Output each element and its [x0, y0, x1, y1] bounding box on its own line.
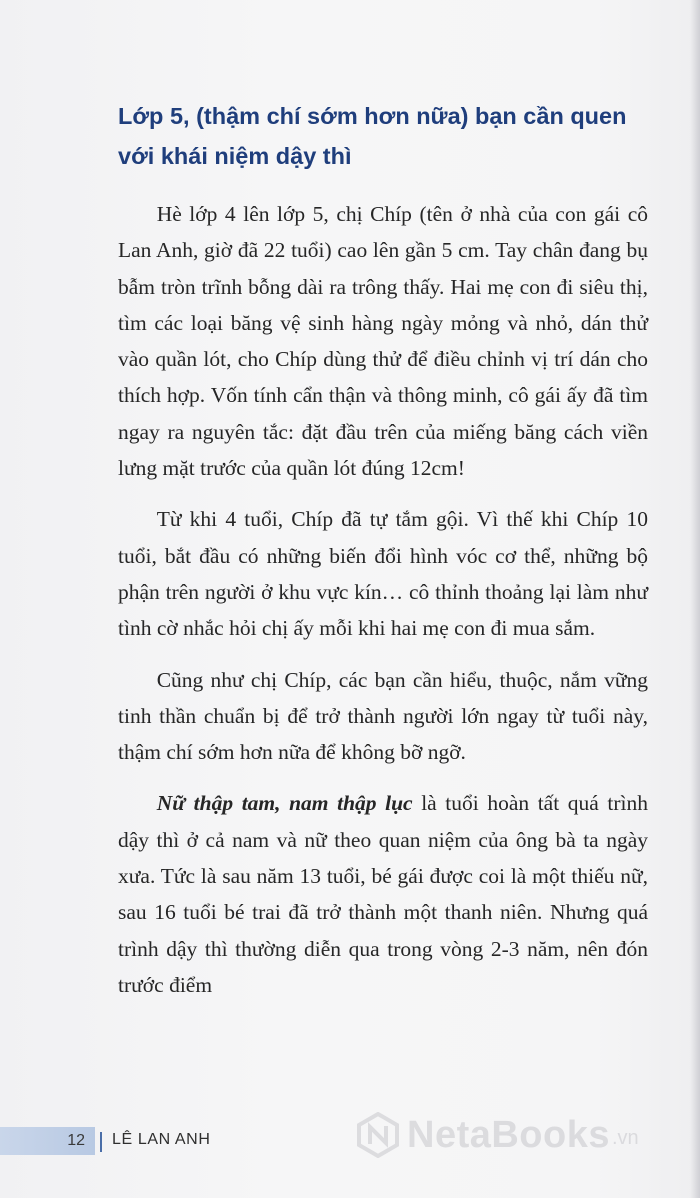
paragraph-4-emphasis: Nữ thập tam, nam thập lục	[156, 791, 413, 816]
footer-divider	[100, 1132, 102, 1152]
netabooks-logo-icon	[355, 1112, 401, 1158]
watermark-tld: .vn	[612, 1127, 639, 1149]
section-heading-line-1: Lớp 5, (thậm chí sớm hơn nữa) bạn cần quen	[118, 103, 627, 129]
paragraph-2: Từ khi 4 tuổi, Chíp đã tự tắm gội. Vì thế khi Chíp 10 tuổi, bắt đầu có những biến đổi hình vóc cơ thể, những bộ phận trên người ở khu vực kín… cô thỉnh thoảng lại làm như tình cờ nhắc hỏi chị ấy mỗi khi hai mẹ con đi mua sắm.	[118, 507, 648, 641]
page-number: 12	[67, 1132, 85, 1149]
body-text	[118, 196, 648, 1018]
section-heading-line-2: với khái niệm dậy thì	[118, 143, 352, 169]
watermark	[355, 1112, 639, 1158]
page-edge-shadow	[690, 0, 700, 1198]
watermark-brand: NetaBooks	[407, 1113, 610, 1156]
paragraph-1: Hè lớp 4 lên lớp 5, chị Chíp (tên ở nhà của con gái cô Lan Anh, giờ đã 22 tuổi) cao lên gần 5 cm. Tay chân đang bụ bẫm tròn trĩnh bỗng dài ra trông thấy. Hai mẹ con đi siêu thị, tìm các loại băng vệ sinh hàng ngày mỏng và nhỏ, dán thử vào quần lót, cho Chíp dùng thử để điều chỉnh vị trí dán cho thích hợp. Vốn tính cẩn thận và thông minh, cô gái ấy đã tìm ngay ra nguyên tắc: đặt đầu trên của miếng băng cách viền lưng mặt trước của quần lót đúng 12cm!	[118, 202, 648, 481]
paragraph-4-text: là tuổi hoàn tất quá trình dậy thì ở cả nam và nữ theo quan niệm của ông bà ta ngày xưa. Tức là sau năm 13 tuổi, bé gái được coi là một thiếu nữ, sau 16 tuổi bé trai đã trở thành một thanh niên. Nhưng quá trình dậy thì thường diễn qua trong vòng 2-3 năm, nên đón trước điểm	[118, 791, 648, 997]
running-footer-author: LÊ LAN ANH	[112, 1131, 211, 1148]
paragraph-3: Cũng như chị Chíp, các bạn cần hiểu, thuộc, nắm vững tinh thần chuẩn bị để trở thành người lớn ngay từ tuổi này, thậm chí sớm hơn nữa để không bỡ ngỡ.	[118, 667, 648, 765]
section-heading	[118, 96, 638, 176]
paragraph-4	[118, 785, 648, 1003]
page-number-band	[0, 1127, 95, 1155]
